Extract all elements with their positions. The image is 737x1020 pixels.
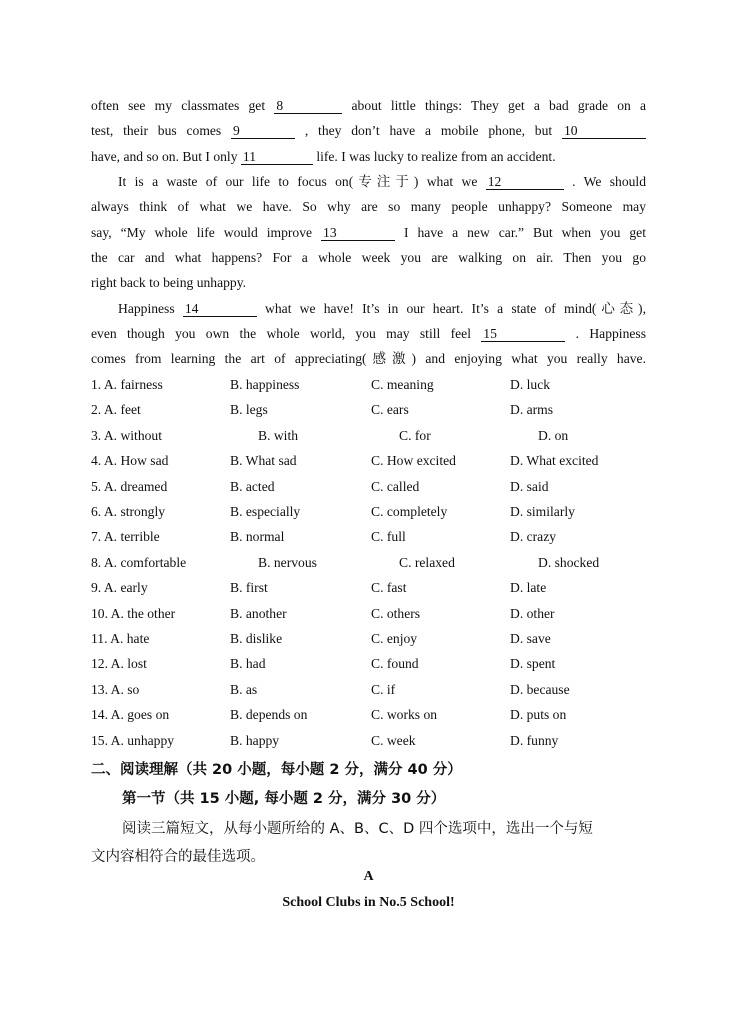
option-a: 8. A. comfortable [91, 554, 187, 570]
option-b: B. acted [230, 478, 275, 494]
option-b: B. depends on [230, 707, 308, 723]
option-row [91, 579, 651, 597]
option-b: B. especially [230, 504, 301, 519]
passage-text: life. I was lucky to realize from an accident. [316, 149, 556, 164]
blank-10: 10 [562, 123, 646, 139]
option-c: C. called [371, 478, 420, 494]
passage-line-6 [91, 224, 646, 242]
option-a: 2. A. feet [91, 402, 141, 418]
option-a: 6. A. strongly [91, 504, 166, 519]
passage-line-7 [91, 249, 646, 267]
option-d: D. spent [510, 656, 556, 672]
passage-text: always think of what we have. So why are so many people unhappy? Someone may [91, 199, 646, 214]
article-title: School Clubs in No.5 School! [282, 895, 455, 910]
blank-13: 13 [321, 225, 395, 241]
option-b: B. had [230, 656, 266, 672]
option-a: 7. A. terrible [91, 529, 160, 545]
option-d: D. arms [510, 402, 554, 418]
passage-line-3 [91, 148, 631, 166]
option-b: B. happiness [230, 377, 300, 392]
option-row [91, 554, 651, 572]
option-d: D. luck [510, 377, 551, 392]
option-c: C. fast [371, 580, 407, 596]
option-d: D. late [510, 580, 547, 596]
passage-text: about little things: They get a bad grade on a [351, 98, 647, 113]
option-c: C. completely [371, 504, 448, 519]
option-b: B. dislike [230, 631, 283, 646]
option-a: 3. A. without [91, 427, 162, 443]
option-c: C. others [371, 605, 421, 621]
option-c: C. How excited [371, 453, 456, 469]
option-b: B. as [230, 681, 258, 697]
passage-text: . We should [572, 174, 646, 189]
passage-line-11 [91, 350, 646, 368]
passage-text: often see my classmates get [91, 98, 266, 113]
part-label: A [363, 869, 374, 884]
option-c: C. if [371, 681, 396, 697]
option-b: B. What sad [230, 453, 297, 469]
option-a: 4. A. How sad [91, 453, 169, 469]
blank-12: 12 [486, 174, 564, 190]
passage-text: the car and what happens? For a whole week you are walking on air. Then you go [91, 250, 646, 265]
option-a: 5. A. dreamed [91, 478, 168, 494]
passage-line-1 [91, 97, 646, 115]
option-b: B. legs [230, 402, 268, 418]
option-d: D. on [538, 427, 569, 443]
option-a: 11. A. hate [91, 631, 150, 646]
passage-text: , they don’t have a mobile phone, but [304, 123, 553, 138]
passage-text: even though you own the whole world, you may still feel [91, 326, 471, 341]
passage-line-5 [91, 198, 646, 216]
option-d: D. crazy [510, 529, 557, 545]
passage-text: what we have! It’s in our heart. It’s a state of mind(心态), [265, 301, 646, 316]
option-a: 9. A. early [91, 580, 148, 596]
option-b: B. normal [230, 529, 285, 545]
passage-text: Happiness [118, 301, 175, 316]
option-row [91, 605, 651, 623]
passage-line-8 [91, 274, 646, 292]
option-c: C. for [399, 427, 431, 443]
section-subheading: 第一节（共 15 小题, 每小题 2 分，满分 30 分） [122, 791, 446, 807]
option-row [91, 401, 651, 419]
option-row [91, 427, 651, 445]
option-d: D. What excited [510, 453, 599, 469]
option-c: C. week [371, 732, 416, 748]
option-a: 12. A. lost [91, 656, 147, 672]
passage-text: comes from learning the art of appreciating(感激) and enjoying what you really have. [91, 351, 646, 366]
blank-11: 11 [241, 149, 313, 165]
option-row [91, 503, 651, 521]
option-a: 1. A. fairness [91, 377, 163, 392]
option-d: D. puts on [510, 707, 567, 723]
passage-text: right back to being unhappy. [91, 275, 247, 290]
option-c: C. full [371, 529, 406, 545]
option-b: B. another [230, 605, 287, 621]
passage-line-2 [91, 122, 646, 140]
passage-line-4 [118, 173, 646, 191]
blank-15: 15 [481, 326, 565, 342]
option-d: D. because [510, 681, 570, 697]
option-c: C. enjoy [371, 631, 418, 646]
passage-text: It is a waste of our life to focus on(专注于) what we [118, 174, 478, 189]
option-c: C. found [371, 656, 419, 672]
option-a: 10. A. the other [91, 605, 176, 621]
passage-text: test, their bus comes [91, 123, 222, 138]
option-d: D. funny [510, 732, 559, 748]
option-row [91, 452, 651, 470]
option-d: D. other [510, 605, 555, 621]
option-row [91, 681, 651, 699]
option-row [91, 655, 651, 673]
option-d: D. shocked [538, 554, 600, 570]
option-d: D. save [510, 631, 551, 646]
section-heading: 二、阅读理解（共 20 小题，每小题 2 分，满分 40 分） [91, 762, 462, 778]
option-b: B. happy [230, 732, 280, 748]
blank-8: 8 [274, 98, 342, 114]
passage-text: . Happiness [575, 326, 646, 341]
instruction-line-2: 文内容相符合的最佳选项。 [91, 849, 265, 865]
option-b: B. first [230, 580, 268, 596]
option-c: C. relaxed [399, 554, 455, 570]
passage-line-9 [118, 300, 646, 318]
option-row [91, 706, 651, 724]
option-a: 13. A. so [91, 681, 140, 697]
instruction-line-1: 阅读三篇短文，从每小题所给的 A、B、C、D 四个选项中，选出一个与短 [122, 821, 593, 837]
option-d: D. said [510, 478, 549, 494]
option-a: 14. A. goes on [91, 707, 170, 723]
blank-9: 9 [231, 123, 295, 139]
option-a: 15. A. unhappy [91, 732, 175, 748]
passage-line-10 [91, 325, 646, 343]
passage-text: have, and so on. But I only [91, 149, 238, 164]
option-b: B. nervous [258, 554, 317, 570]
option-c: C. works on [371, 707, 438, 723]
option-row [91, 376, 651, 394]
option-row [91, 528, 651, 546]
option-b: B. with [258, 427, 299, 443]
option-c: C. ears [371, 402, 409, 418]
option-row [91, 630, 651, 648]
option-row [91, 732, 651, 750]
option-row [91, 478, 651, 496]
blank-14: 14 [183, 301, 257, 317]
option-c: C. meaning [371, 377, 434, 392]
passage-text: I have a new car.” But when you get [404, 225, 646, 240]
option-d: D. similarly [510, 504, 575, 519]
passage-text: say, “My whole life would improve [91, 225, 313, 240]
